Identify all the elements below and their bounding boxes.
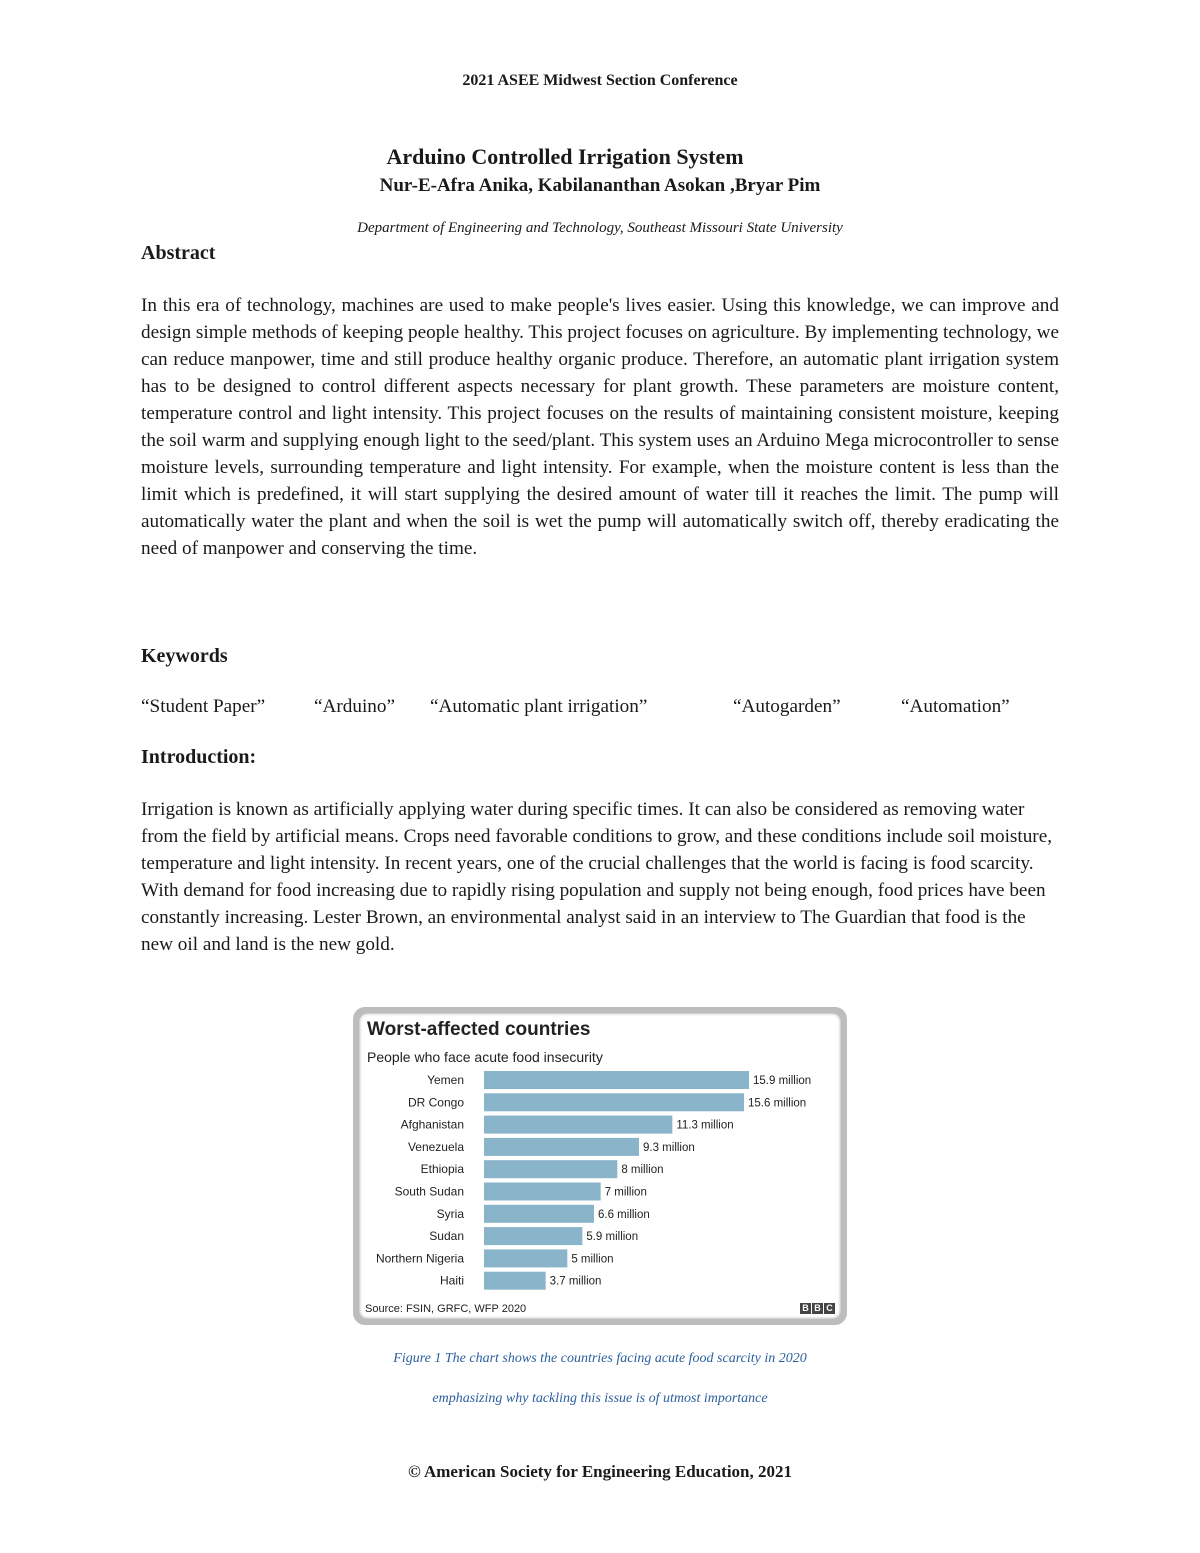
value-label: 5.9 million <box>586 1231 639 1244</box>
bar <box>484 1205 594 1223</box>
abstract-heading: Abstract <box>141 242 216 264</box>
bar-chart <box>359 1013 841 1319</box>
copyright-footer: © American Society for Engineering Education, 2021 <box>407 1462 792 1481</box>
category-label: Sudan <box>429 1229 464 1244</box>
category-label: Yemen <box>427 1073 464 1087</box>
value-label: 9.3 million <box>643 1141 695 1154</box>
category-label: Syria <box>436 1206 464 1221</box>
category-label: Venezuela <box>407 1139 464 1154</box>
bar <box>484 1272 546 1290</box>
value-label: 7 million <box>604 1186 647 1199</box>
bar <box>484 1093 744 1111</box>
category-label: South Sudan <box>394 1184 464 1199</box>
figure-caption-line2: emphasizing why tackling this issue is of utmost importance <box>432 1391 768 1406</box>
value-label: 11.3 million <box>676 1119 734 1132</box>
bar <box>484 1249 567 1267</box>
keyword-item: “Autogarden” <box>733 696 841 717</box>
bar <box>484 1227 582 1245</box>
bbc-logo: B B C <box>800 1303 835 1314</box>
category-label: DR Congo <box>407 1095 464 1110</box>
keyword-item: “Student Paper” <box>141 696 266 717</box>
abstract-text: In this era of technology, machines are used to make people's lives easier. Using this knowledge, we can improve and design simple methods of keeping people healthy. This project focuses on agriculture. By implementing technology, we can reduce manpower, time and still produce healthy organic produce. Therefore, an automatic plant irrigation system has to be designed to control different aspects necessary for plant growth. These parameters are moisture content, temperature control and light intensity. This project focuses on the results of maintaining consistent moisture, keeping the soil warm and supplying enough light to the seed/plant. This system uses an Arduino Mega microcontroller to sense moisture levels, surrounding temperature and light intensity. For example, when the moisture content is less than the limit which is predefined, it will start supplying the desired amount of water till it reaches the limit. The pump will automatically water the plant and when the soil is wet the pump will automatically switch off, thereby eradicating the need of manpower and conserving the time. <box>141 295 1059 559</box>
bar <box>484 1138 639 1156</box>
chart-source: Source: FSIN, GRFC, WFP 2020 <box>365 1303 527 1315</box>
bar <box>484 1071 749 1089</box>
value-label: 6.6 million <box>598 1208 650 1221</box>
value-label: 3.7 million <box>549 1275 602 1288</box>
category-label: Haiti <box>439 1273 464 1288</box>
keyword-item: “Arduino” <box>314 696 395 717</box>
bar <box>484 1160 617 1178</box>
introduction-heading: Introduction: <box>141 746 257 768</box>
figure-chart <box>353 1007 847 1325</box>
category-label: Ethiopia <box>420 1162 464 1177</box>
chart-panel <box>359 1013 841 1319</box>
paper-title: Arduino Controlled Irrigation System <box>386 144 744 169</box>
category-label: Afghanistan <box>400 1117 464 1132</box>
conference-header: 2021 ASEE Midwest Section Conference <box>462 72 738 89</box>
value-label: 5 million <box>571 1253 614 1266</box>
value-label: 15.6 million <box>748 1097 807 1110</box>
keyword-item: “Automatic plant irrigation” <box>430 696 648 717</box>
paper-authors: Nur-E-Afra Anika, Kabilananthan Asokan ,Bryar Pim <box>379 175 821 196</box>
figure-caption-line1: Figure 1 The chart shows the countries facing acute food scarcity in 2020 <box>393 1351 807 1366</box>
introduction-text: Irrigation is known as artificially applying water during specific times. It can also be considered as removing water from the field by artificial means. Crops need favorable conditions to grow, and these conditions include soil moisture, temperature and light intensity. In recent years, one of the crucial challenges that the world is facing is food scarcity. With demand for food increasing due to rapidly rising population and supply not being enough, food prices have been constantly increasing. Lester Brown, an environmental analyst said in an interview to The Guardian that food is the new oil and land is the new gold. <box>141 799 1053 955</box>
category-label: Northern Nigeria <box>375 1251 464 1266</box>
bar <box>484 1183 601 1201</box>
author-affiliation: Department of Engineering and Technology, Southeast Missouri State University <box>357 220 843 236</box>
keywords-heading: Keywords <box>141 645 228 667</box>
chart-title: Worst-affected countries <box>367 1019 591 1040</box>
chart-subtitle: People who face acute food insecurity <box>367 1049 603 1065</box>
bar <box>484 1116 672 1134</box>
value-label: 8 million <box>621 1164 664 1177</box>
keyword-item: “Automation” <box>901 696 1010 717</box>
value-label: 15.9 million <box>753 1075 812 1087</box>
